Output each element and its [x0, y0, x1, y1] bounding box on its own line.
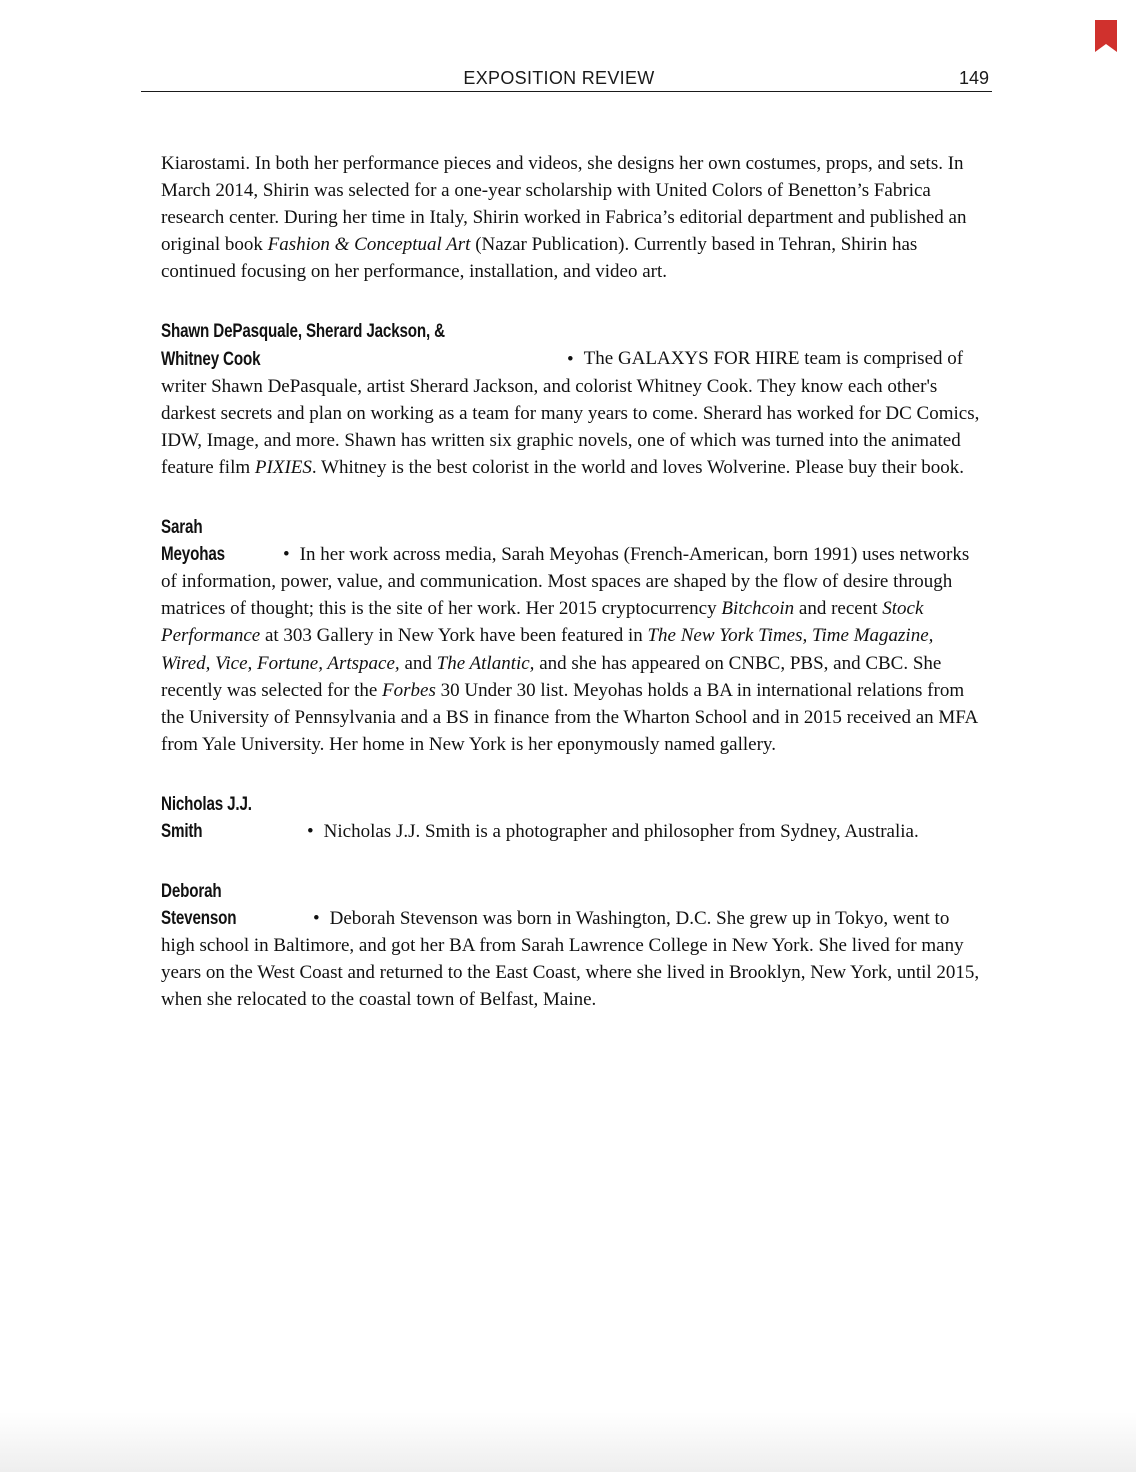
bio-text: 30 Under 30 list. Meyohas holds a BA in international relations from the University of Pennsylvania and a BS in finance from the Wharton School and in 2015 received an MFA from Yale University. Her home in New York is her eponymously named gallery. [161, 679, 978, 755]
bio-entry-depasquale-jackson-cook [161, 318, 983, 481]
bullet-separator: • [283, 544, 290, 566]
bio-text: at 303 Gallery in New York have been featured in [260, 625, 648, 647]
bio-text: . Whitney is the best colorist in the world and loves Wolverine. Please buy their book. [311, 456, 964, 478]
contributor-name: Nicholas J.J. Smith [161, 793, 252, 842]
bookmark-icon[interactable] [1095, 20, 1117, 52]
bullet-separator: • [313, 908, 320, 930]
journal-title: EXPOSITION REVIEW [463, 68, 655, 88]
bio-text: In her work across media, Sarah Meyohas (French-American, born 1991) uses networks of information, power, value, and communication. Most spaces are shaped by the flow of desire through matrices of thought; this is the site of her work. Her 2015 cryptocurrency [161, 544, 970, 620]
publication-title: The Atlantic, [436, 652, 535, 674]
publication-title: Forbes [382, 679, 436, 701]
bio-continuation-paragraph [161, 150, 983, 285]
bullet-separator: • [307, 820, 314, 842]
book-title: Fashion & Conceptual Art [267, 234, 471, 256]
contributor-name: Deborah Stevenson [161, 881, 237, 930]
bio-entry-meyohas [161, 514, 983, 758]
bullet-separator: • [567, 348, 574, 370]
bio-text: and [399, 652, 437, 674]
running-header [141, 64, 992, 92]
page-bottom-shadow [0, 1412, 1136, 1472]
bio-entry-smith [161, 791, 983, 845]
work-title: Bitchcoin [721, 598, 795, 620]
contributor-name: Sarah Meyohas [161, 517, 225, 566]
bio-text: Kiarostami. In both her performance pieces and videos, she designs her own costumes, props, and sets. In March 2014, Shirin was selected for a one-year scholarship with United Colors of Benetton’s Fabrica research center. During her time in Italy, Shirin worked in Fabrica’s editorial department and published an original book [161, 153, 967, 256]
bio-entry-stevenson [161, 878, 983, 1013]
bio-text: and recent [794, 598, 883, 620]
contributor-bios [161, 150, 983, 1047]
bio-text: Nicholas J.J. Smith is a photographer and philosopher from Sydney, Australia. [323, 820, 919, 842]
bio-text: The GALAXYS FOR HIRE team is comprised of writer Shawn DePasquale, artist Sherard Jackson, and colorist Whitney Cook. They know each other's darkest secrets and plan on working as a team for many years to come. Sherard has worked for DC Comics, IDW, Image, and more. Shawn has written six graphic novels, one of which was turned into the animated feature film [161, 348, 980, 478]
bio-text: and she has appeared on CNBC, PBS, and CBC. She recently was selected for the [161, 652, 942, 701]
film-title: PIXIES [254, 456, 312, 478]
bio-text: Deborah Stevenson was born in Washington, D.C. She grew up in Tokyo, went to high school in Baltimore, and got her BA from Sarah Lawrence College in New York. She lived for many years on the West Coast and returned to the East Coast, where she lived in Brooklyn, New York, until 2015, when she relocated to the coastal town of Belfast, Maine. [161, 908, 980, 1011]
publication-titles: The New York Times, Time Magazine, Wired, Vice, Fortune, Artspace, [161, 625, 934, 674]
bio-text: (Nazar Publication). Currently based in Tehran, Shirin has continued focusing on her performance, installation, and video art. [161, 234, 918, 283]
contributor-name: Shawn DePasquale, Sherard Jackson, & Whitney Cook [161, 321, 445, 370]
page-number: 149 [958, 68, 989, 88]
work-title: Stock Performance [161, 598, 924, 647]
